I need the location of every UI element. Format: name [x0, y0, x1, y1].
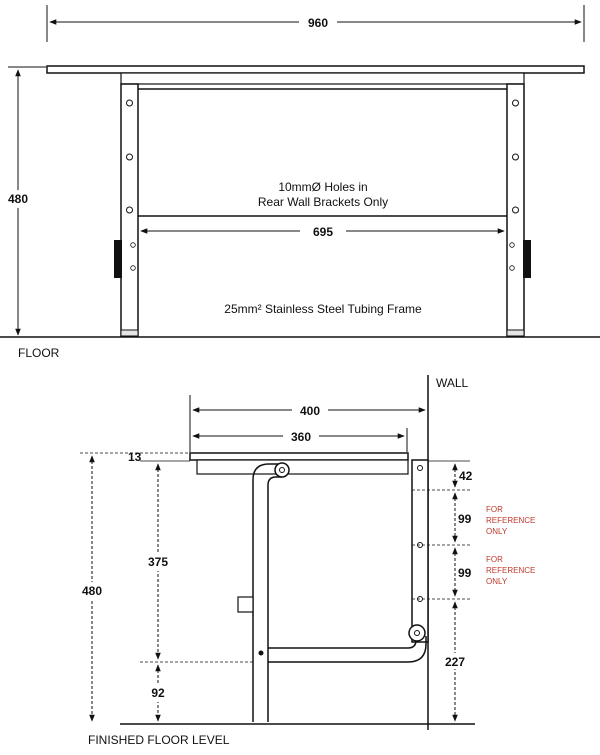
holes-note-line1: 10mmØ Holes in [278, 180, 368, 194]
left-wall-bracket [114, 240, 122, 278]
reference-note-2-line3: ONLY [486, 577, 508, 586]
bracket-hole-1 [418, 466, 423, 471]
wall-label: WALL [436, 376, 469, 390]
dim-hole-spacing-1-label: 99 [458, 512, 472, 526]
reference-note-1-line2: REFERENCE [486, 516, 536, 525]
wall-bracket [412, 460, 428, 642]
dim-side-height-label: 480 [81, 584, 103, 598]
side-seat-frame [197, 460, 408, 474]
side-frame-pivot-inner [280, 468, 285, 473]
seat-underside-rail [121, 73, 524, 84]
right-leg-hole-3 [513, 207, 519, 213]
finished-floor-label: FINISHED FLOOR LEVEL [88, 733, 230, 747]
leg-tab [238, 597, 253, 612]
dim-hole-spacing-2-label: 99 [458, 566, 472, 580]
front-view [0, 5, 600, 360]
reference-note-1-line3: ONLY [486, 527, 508, 536]
side-seat-top [190, 453, 408, 460]
side-frame-leg-inner [268, 477, 282, 722]
holes-note-line2: Rear Wall Brackets Only [257, 195, 389, 209]
side-view [77, 375, 535, 747]
dim-top-hole-label: 42 [459, 469, 473, 483]
dim-seat-to-rail-label: 375 [147, 555, 169, 569]
dim-span-label: 695 [312, 225, 334, 239]
reference-note-2-line1: FOR [486, 555, 503, 564]
frame-note: 25mm² Stainless Steel Tubing Frame [224, 302, 422, 316]
foot-rail [268, 636, 426, 662]
floor-label: FLOOR [18, 346, 60, 360]
right-wall-bracket [523, 240, 531, 278]
dim-rail-height-label: 92 [151, 686, 165, 700]
left-leg-hole-1 [127, 100, 133, 106]
reference-note-1-line1: FOR [486, 505, 503, 514]
dim-height-label: 480 [7, 192, 29, 206]
right-leg-hole-1 [513, 100, 519, 106]
left-leg-hole-2 [127, 154, 133, 160]
left-leg-hole-3 [127, 207, 133, 213]
dim-depth-overall-label: 400 [299, 404, 321, 418]
right-foot [507, 330, 524, 336]
dim-bottom-hole-label: 227 [444, 655, 466, 669]
dim-width-label: 960 [307, 16, 329, 30]
dim-depth-frame-label: 360 [290, 430, 312, 444]
reference-note-2-line2: REFERENCE [486, 566, 536, 575]
left-foot [121, 330, 138, 336]
seat-top [47, 66, 584, 73]
right-leg-hole-2 [513, 154, 519, 160]
dim-seat-thickness-label: 13 [128, 450, 142, 464]
